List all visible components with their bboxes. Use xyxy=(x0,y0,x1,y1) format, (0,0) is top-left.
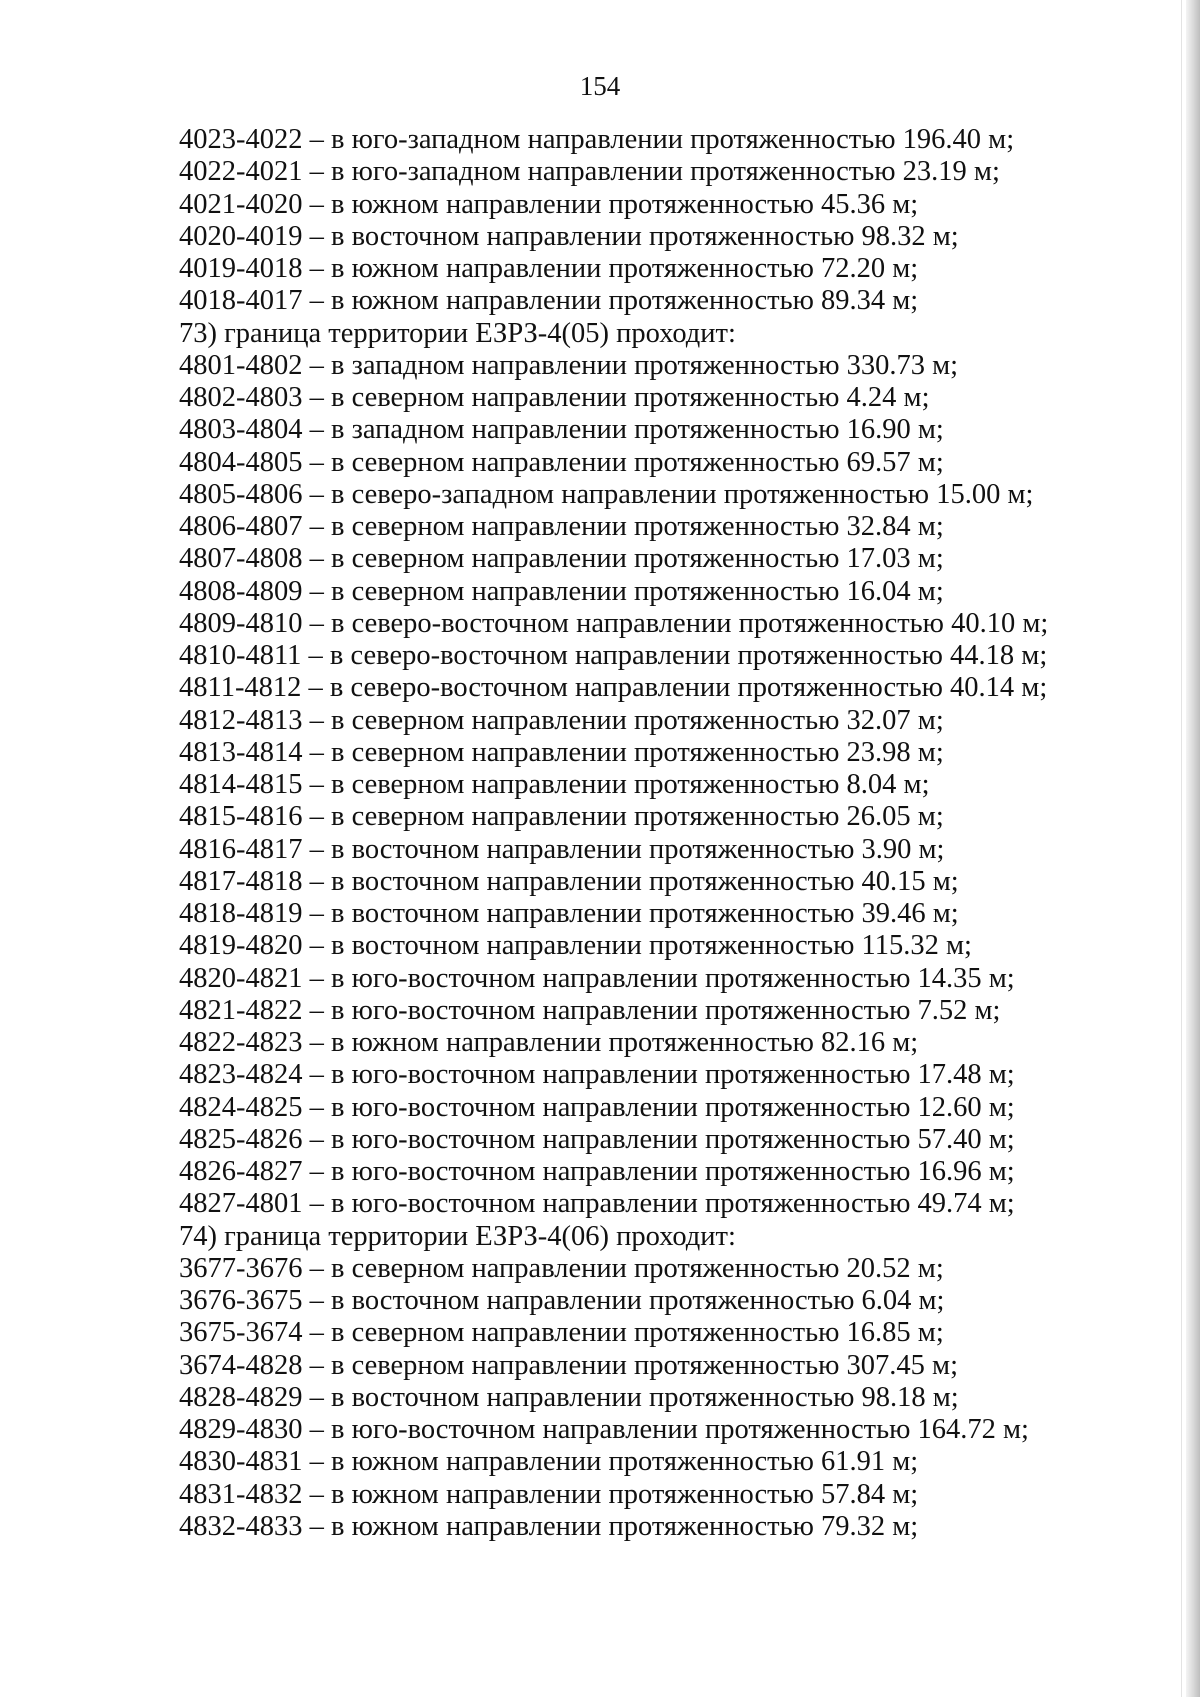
text-line: 4820-4821 – в юго-восточном направлении протяженностью 14.35 м; xyxy=(179,962,1015,994)
text-line: 4821-4822 – в юго-восточном направлении протяженностью 7.52 м; xyxy=(179,994,1001,1026)
text-line: 4817-4818 – в восточном направлении протяженностью 40.15 м; xyxy=(179,865,959,897)
text-line: 4825-4826 – в юго-восточном направлении протяженностью 57.40 м; xyxy=(179,1123,1015,1155)
text-line: 74) граница территории ЕЗРЗ-4(06) проходит: xyxy=(179,1220,736,1252)
text-line: 4822-4823 – в южном направлении протяженностью 82.16 м; xyxy=(179,1027,919,1058)
text-line: 4827-4801 – в юго-восточном направлении протяженностью 49.74 м; xyxy=(179,1188,1015,1220)
text-line: 4811-4812 – в северо-восточном направлении протяженностью 40.14 м; xyxy=(179,672,1048,704)
text-line: 4801-4802 – в западном направлении протяженностью 330.73 м; xyxy=(179,349,959,381)
text-line: 4805-4806 – в северо-западном направлении протяженностью 15.00 м; xyxy=(179,478,1034,510)
text-line: 73) граница территории ЕЗРЗ-4(05) проходит: xyxy=(179,317,736,349)
text-line: 4812-4813 – в северном направлении протяженностью 32.07 м; xyxy=(179,704,944,736)
text-line: 4830-4831 – в южном направлении протяженностью 61.91 м; xyxy=(179,1446,919,1478)
boundary-description-list xyxy=(179,124,1079,1543)
text-line: 4831-4832 – в южном направлении протяженностью 57.84 м; xyxy=(179,1478,919,1510)
text-line: 4802-4803 – в северном направлении протяженностью 4.24 м; xyxy=(179,382,930,413)
text-line: 4816-4817 – в восточном направлении протяженностью 3.90 м; xyxy=(179,833,945,865)
text-line: 4832-4833 – в южном направлении протяженностью 79.32 м; xyxy=(179,1510,919,1542)
text-line: 4023-4022 – в юго-западном направлении протяженностью 196.40 м; xyxy=(179,124,1015,155)
text-line: 4021-4020 – в южном направлении протяженностью 45.36 м; xyxy=(179,188,919,220)
text-line: 4823-4824 – в юго-восточном направлении протяженностью 17.48 м; xyxy=(179,1059,1015,1091)
text-line: 3677-3676 – в северном направлении протяженностью 20.52 м; xyxy=(179,1252,944,1284)
text-line: 4018-4017 – в южном направлении протяженностью 89.34 м; xyxy=(179,285,919,317)
text-line: 4804-4805 – в северном направлении протяженностью 69.57 м; xyxy=(179,446,944,478)
text-line: 4809-4810 – в северо-восточном направлении протяженностью 40.10 м; xyxy=(179,607,1049,639)
text-line: 4019-4018 – в южном направлении протяженностью 72.20 м; xyxy=(179,253,919,284)
text-line: 4813-4814 – в северном направлении протяженностью 23.98 м; xyxy=(179,736,944,768)
text-line: 4814-4815 – в северном направлении протяженностью 8.04 м; xyxy=(179,769,930,800)
text-line: 4810-4811 – в северо-восточном направлении протяженностью 44.18 м; xyxy=(179,640,1048,671)
text-line: 4824-4825 – в юго-восточном направлении протяженностью 12.60 м; xyxy=(179,1091,1015,1123)
text-line: 4807-4808 – в северном направлении протяженностью 17.03 м; xyxy=(179,543,944,575)
text-line: 3674-4828 – в северном направлении протяженностью 307.45 м; xyxy=(179,1349,959,1381)
text-line: 4803-4804 – в западном направлении протяженностью 16.90 м; xyxy=(179,414,944,446)
page-number: 154 xyxy=(579,71,621,101)
text-line: 4828-4829 – в восточном направлении протяженностью 98.18 м; xyxy=(179,1381,959,1413)
scan-edge-shadow xyxy=(1186,0,1200,1697)
text-line: 4815-4816 – в северном направлении протяженностью 26.05 м; xyxy=(179,801,944,833)
text-line: 4020-4019 – в восточном направлении протяженностью 98.32 м; xyxy=(179,220,959,252)
text-line: 4829-4830 – в юго-восточном направлении протяженностью 164.72 м; xyxy=(179,1414,1029,1445)
text-line: 3675-3674 – в северном направлении протяженностью 16.85 м; xyxy=(179,1317,944,1349)
text-line: 3676-3675 – в восточном направлении протяженностью 6.04 м; xyxy=(179,1285,945,1316)
text-line: 4826-4827 – в юго-восточном направлении протяженностью 16.96 м; xyxy=(179,1156,1015,1187)
text-line: 4806-4807 – в северном направлении протяженностью 32.84 м; xyxy=(179,511,944,542)
text-line: 4818-4819 – в восточном направлении протяженностью 39.46 м; xyxy=(179,898,959,929)
scan-edge-line xyxy=(1181,0,1182,1697)
text-line: 4819-4820 – в восточном направлении протяженностью 115.32 м; xyxy=(179,930,972,962)
text-line: 4022-4021 – в юго-западном направлении протяженностью 23.19 м; xyxy=(179,156,1000,188)
text-line: 4808-4809 – в северном направлении протяженностью 16.04 м; xyxy=(179,575,944,607)
